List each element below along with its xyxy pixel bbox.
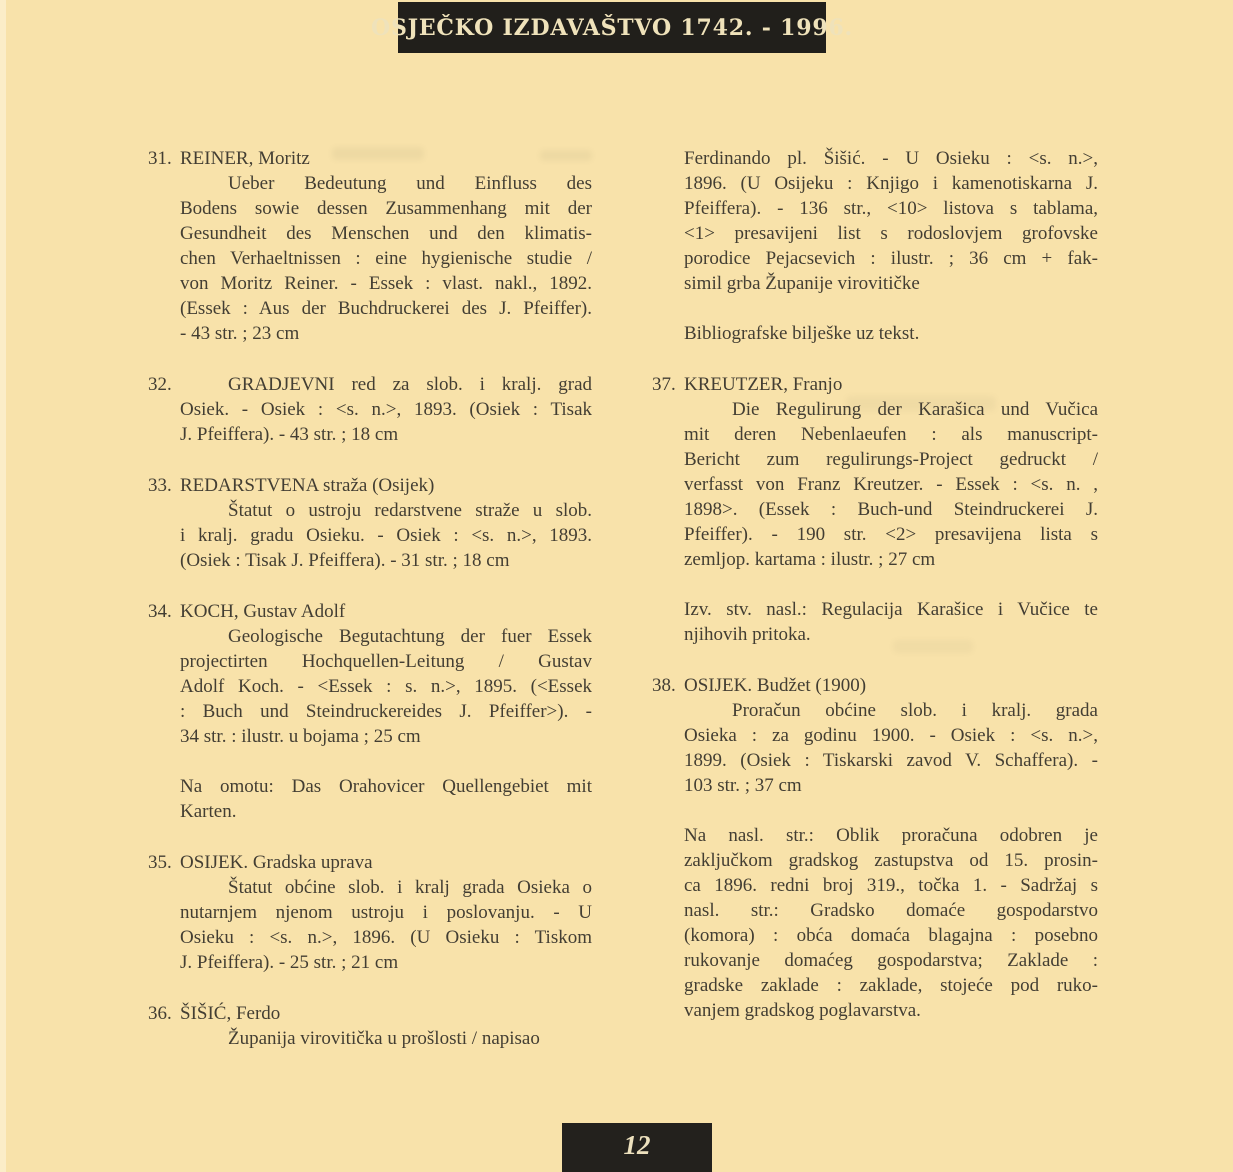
- entry-body: [180, 498, 592, 573]
- text-line: 1899. (Osiek : Tiskarski zavod V. Schaffera). -: [684, 750, 1098, 771]
- bib-entry-37: [652, 372, 1098, 647]
- entry-heading: REINER, Moritz: [180, 148, 310, 169]
- text-line: Osieku : <s. n.>, 1896. (U Osieku : Tiskom: [180, 927, 592, 948]
- text-line: Na nasl. str.: Oblik proračuna odobren je: [684, 825, 1098, 846]
- page-title: OSJEČKO IZDAVAŠTVO 1742. - 1996.: [371, 14, 854, 41]
- entry-heading: REDARSTVENA straža (Osijek): [180, 475, 435, 496]
- entry-body: [684, 698, 1098, 798]
- text-line: Ferdinando pl. Šišić. - U Osieku : <s. n.>,: [684, 148, 1098, 169]
- text-line: porodice Pejacsevich : ilustr. ; 36 cm + fak-: [684, 248, 1098, 269]
- text-line: zemljop. kartama : ilustr. ; 27 cm: [684, 549, 936, 570]
- entry-body: [180, 875, 592, 975]
- text-line: njihovih pritoka.: [684, 624, 811, 645]
- entry-note: [180, 774, 592, 824]
- entry-heading: ŠIŠIĆ, Ferdo: [180, 1003, 281, 1024]
- text-line: Pfeiffera). - 136 str., <10> listova s tablama,: [684, 198, 1098, 219]
- text-line: Die Regulirung der Karašica und Vučica: [732, 399, 1098, 420]
- entry-number: 33.: [148, 475, 172, 496]
- text-line: gradske zaklade : zaklade, stojeće pod ruko-: [684, 975, 1098, 996]
- header-title-bar: [371, 2, 854, 53]
- entry-body: [180, 372, 592, 447]
- entry-body: [180, 171, 592, 346]
- text-line: rukovanje domaćeg gospodarstva; Zaklade :: [684, 950, 1098, 971]
- bib-entry-36: [148, 1001, 592, 1051]
- left-column: [148, 146, 592, 1051]
- text-line: zaključkom gradskog zastupstva od 15. prosin-: [684, 850, 1098, 871]
- entry-heading: KREUTZER, Franjo: [684, 374, 843, 395]
- entry-body: [180, 624, 592, 749]
- page-number-box: [562, 1123, 712, 1172]
- text-line: Bericht zum regulirungs-Project gedruckt /: [684, 449, 1098, 470]
- text-line: Izv. stv. nasl.: Regulacija Karašice i Vučice te: [684, 599, 1098, 620]
- text-line: simil grba Županije virovitičke: [684, 273, 920, 294]
- text-line: Bibliografske bilješke uz tekst.: [684, 323, 920, 344]
- entry-heading: OSIJEK. Gradska uprava: [180, 852, 373, 873]
- text-line: Županija virovitička u prošlosti / napisao: [228, 1028, 540, 1049]
- bib-entry-31: [148, 146, 592, 346]
- entry-note: [684, 597, 1098, 647]
- text-line: 103 str. ; 37 cm: [684, 775, 802, 796]
- text-line: Osieka : za godinu 1900. - Osiek : <s. n.>,: [684, 725, 1098, 746]
- text-line: <1> presavijeni list s rodoslovjem grofovske: [684, 223, 1098, 244]
- entry-number: 35.: [148, 852, 172, 873]
- entry-note: [684, 321, 1098, 346]
- page-number: 12: [623, 1130, 651, 1160]
- text-line: Gesundheit des Menschen und den klimatis-: [180, 223, 592, 244]
- bib-entry-34: [148, 599, 592, 824]
- text-line: (Essek : Aus der Buchdruckerei des J. Pfeiffer).: [180, 298, 592, 319]
- text-line: Na omotu: Das Orahovicer Quellengebiet mit: [180, 776, 592, 797]
- text-line: vanjem gradskog poglavarstva.: [684, 1000, 921, 1021]
- entry-heading: OSIJEK. Budžet (1900): [684, 675, 867, 696]
- entry-note: [684, 823, 1098, 1023]
- entry-number: 38.: [652, 675, 676, 696]
- entry-number: 31.: [148, 148, 172, 169]
- bib-entry-32: [148, 372, 592, 447]
- text-line: Osiek. - Osiek : <s. n.>, 1893. (Osiek : Tisak: [180, 399, 592, 420]
- text-line: Štatut obćine slob. i kralj grada Osieka o: [228, 877, 592, 898]
- text-line: Štatut o ustroju redarstvene straže u slob.: [228, 500, 592, 521]
- text-line: 1898>. (Essek : Buch-und Steindruckerei J.: [684, 499, 1098, 520]
- text-line: von Moritz Reiner. - Essek : vlast. nakl., 1892.: [180, 273, 592, 294]
- text-line: mit deren Nebenlaeufen : als manuscript-: [684, 424, 1098, 445]
- text-line: Ueber Bedeutung und Einfluss des: [228, 173, 592, 194]
- text-line: nasl. str.: Gradsko domaće gospodarstvo: [684, 900, 1098, 921]
- text-line: chen Verhaeltnissen : eine hygienische studie /: [180, 248, 592, 269]
- text-line: i kralj. gradu Osieku. - Osiek : <s. n.>, 1893.: [180, 525, 592, 546]
- text-line: Bodens sowie dessen Zusammenhang mit der: [180, 198, 592, 219]
- bib-entry-36-continuation: [652, 146, 1098, 346]
- text-line: ca 1896. redni broj 319., točka 1. - Sadržaj s: [684, 875, 1098, 896]
- right-column: [652, 146, 1098, 1023]
- text-line: - 43 str. ; 23 cm: [180, 323, 300, 344]
- entry-number: 32.: [148, 374, 172, 395]
- text-line: Karten.: [180, 801, 237, 822]
- text-line: (komora) : obća domaća blagajna : posebno: [684, 925, 1098, 946]
- bib-entry-38: [652, 673, 1098, 1023]
- entry-number: 34.: [148, 601, 172, 622]
- text-line: 34 str. : ilustr. u bojama ; 25 cm: [180, 726, 421, 747]
- text-line: (Osiek : Tisak J. Pfeiffera). - 31 str. ; 18 cm: [180, 550, 510, 571]
- text-line: Adolf Koch. - <Essek : s. n.>, 1895. (<Essek: [180, 676, 592, 697]
- text-line: J. Pfeiffera). - 43 str. ; 18 cm: [180, 424, 399, 445]
- bib-entry-33: [148, 473, 592, 573]
- text-line: GRADJEVNI red za slob. i kralj. grad: [228, 374, 592, 395]
- text-line: 1896. (U Osijeku : Knjigo i kamenotiskarna J.: [684, 173, 1098, 194]
- text-line: Geologische Begutachtung der fuer Essek: [228, 626, 592, 647]
- entry-heading: KOCH, Gustav Adolf: [180, 601, 346, 622]
- page-edge-highlight: [0, 0, 6, 1172]
- text-line: verfasst von Franz Kreutzer. - Essek : <s. n. ,: [684, 474, 1098, 495]
- text-line: nutarnjem njenom ustroju i poslovanju. - U: [180, 902, 592, 923]
- bib-entry-35: [148, 850, 592, 975]
- text-line: Pfeiffer). - 190 str. <2> presavijena lista s: [684, 524, 1098, 545]
- entry-body-continuation: [684, 146, 1098, 296]
- entry-number: 37.: [652, 374, 676, 395]
- text-line: : Buch und Steindruckereides J. Pfeiffer>). -: [180, 701, 592, 722]
- text-line: J. Pfeiffera). - 25 str. ; 21 cm: [180, 952, 399, 973]
- text-line: Proračun obćine slob. i kralj. grada: [732, 700, 1098, 721]
- entry-body: [684, 397, 1098, 572]
- entry-number: 36.: [148, 1003, 172, 1024]
- entry-body: [180, 1026, 592, 1051]
- text-line: projectirten Hochquellen-Leitung / Gustav: [180, 651, 592, 672]
